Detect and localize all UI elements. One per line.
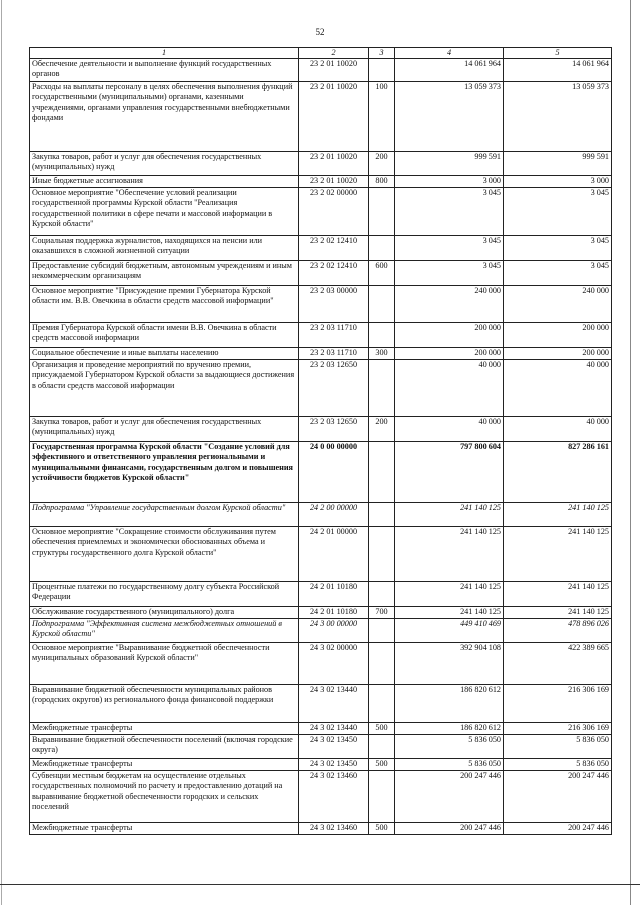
row-value-5: 216 306 169 — [504, 685, 612, 723]
row-type — [369, 735, 395, 759]
row-value-5: 40 000 — [504, 417, 612, 442]
row-code: 24 3 02 13440 — [299, 723, 369, 735]
row-type — [369, 643, 395, 685]
row-value-5: 200 000 — [504, 348, 612, 360]
row-code: 23 2 01 10020 — [299, 59, 369, 82]
row-name: Иные бюджетные ассигнования — [30, 176, 299, 188]
row-value-4: 5 836 050 — [395, 759, 504, 771]
row-value-5: 216 306 169 — [504, 723, 612, 735]
table-row — [30, 360, 612, 417]
row-value-5: 40 000 — [504, 360, 612, 417]
row-code: 24 3 00 00000 — [299, 619, 369, 643]
table-row — [30, 152, 612, 176]
row-code: 23 2 03 11710 — [299, 323, 369, 348]
row-name: Обеспечение деятельности и выполнение функций государственных органов — [30, 59, 299, 82]
table-header-row — [30, 48, 612, 59]
table-row — [30, 82, 612, 152]
row-value-5: 241 140 125 — [504, 607, 612, 619]
table-row — [30, 59, 612, 82]
row-code: 24 2 01 10180 — [299, 607, 369, 619]
row-value-5: 827 286 161 — [504, 442, 612, 503]
scan-left-edge — [1, 0, 2, 905]
row-type: 300 — [369, 348, 395, 360]
row-type: 600 — [369, 261, 395, 286]
row-type — [369, 323, 395, 348]
row-name: Межбюджетные трансферты — [30, 823, 299, 835]
row-name: Государственная программа Курской области "Создание условий для эффективного и ответственного управления региональными и муниципальными финансами, государственным долгом и повышения устойчивости бюджетов Курской области" — [30, 442, 299, 503]
row-value-4: 200 000 — [395, 323, 504, 348]
column-header-1: 1 — [30, 48, 299, 59]
row-value-5: 999 591 — [504, 152, 612, 176]
row-type — [369, 59, 395, 82]
scan-bottom-edge — [0, 884, 640, 885]
row-code: 23 2 01 10020 — [299, 152, 369, 176]
row-type: 500 — [369, 723, 395, 735]
table-row — [30, 261, 612, 286]
row-code: 24 3 02 13460 — [299, 823, 369, 835]
row-type: 500 — [369, 823, 395, 835]
row-code: 23 2 02 12410 — [299, 236, 369, 261]
row-value-5: 3 045 — [504, 188, 612, 236]
row-name: Основное мероприятие "Обеспечение условий реализации государственной программы Курской области "Реализация государственной политики в сфере печати и массовой информации в Курской области" — [30, 188, 299, 236]
row-type: 800 — [369, 176, 395, 188]
table-row — [30, 188, 612, 236]
table-row-program — [30, 442, 612, 503]
row-name: Межбюджетные трансферты — [30, 723, 299, 735]
row-value-4: 14 061 964 — [395, 59, 504, 82]
row-code: 24 2 01 10180 — [299, 582, 369, 607]
row-value-5: 200 247 446 — [504, 823, 612, 835]
row-value-4: 3 000 — [395, 176, 504, 188]
row-value-5: 3 045 — [504, 261, 612, 286]
row-type — [369, 286, 395, 323]
row-value-4: 241 140 125 — [395, 527, 504, 582]
row-value-5: 478 896 026 — [504, 619, 612, 643]
row-value-4: 200 247 446 — [395, 771, 504, 823]
row-name: Субвенции местным бюджетам на осуществление отдельных государственных полномочий по расчету и предоставлению дотаций на выравнивание бюджетной обеспеченности городских и сельских поселений — [30, 771, 299, 823]
row-type — [369, 360, 395, 417]
row-value-4: 3 045 — [395, 188, 504, 236]
row-name: Подпрограмма "Управление государственным долгом Курской области" — [30, 503, 299, 527]
row-value-4: 999 591 — [395, 152, 504, 176]
row-value-5: 3 000 — [504, 176, 612, 188]
table-row — [30, 348, 612, 360]
table-row — [30, 176, 612, 188]
row-type: 100 — [369, 82, 395, 152]
row-value-4: 200 247 446 — [395, 823, 504, 835]
row-code: 23 2 03 12650 — [299, 360, 369, 417]
row-name: Закупка товаров, работ и услуг для обеспечения государственных (муниципальных) нужд — [30, 417, 299, 442]
table-row — [30, 323, 612, 348]
row-value-4: 200 000 — [395, 348, 504, 360]
row-value-5: 3 045 — [504, 236, 612, 261]
scan-right-edge — [630, 0, 631, 905]
table-row — [30, 527, 612, 582]
row-code: 23 2 02 12410 — [299, 261, 369, 286]
row-value-4: 5 836 050 — [395, 735, 504, 759]
row-value-5: 14 061 964 — [504, 59, 612, 82]
row-value-4: 3 045 — [395, 261, 504, 286]
row-value-5: 422 389 665 — [504, 643, 612, 685]
row-type — [369, 619, 395, 643]
row-name: Выравнивание бюджетной обеспеченности муниципальных районов (городских округов) из регионального фонда финансовой поддержки — [30, 685, 299, 723]
row-code: 24 3 02 13450 — [299, 759, 369, 771]
table-row — [30, 607, 612, 619]
row-name: Подпрограмма "Эффективная система межбюджетных отношений в Курской области" — [30, 619, 299, 643]
row-name: Социальное обеспечение и иные выплаты населению — [30, 348, 299, 360]
table-row — [30, 643, 612, 685]
row-name: Основное мероприятие "Присуждение премии Губернатора Курской области им. В.В. Овечкина в области средств массовой информации" — [30, 286, 299, 323]
row-name: Выравнивание бюджетной обеспеченности поселений (включая городские округа) — [30, 735, 299, 759]
row-name: Закупка товаров, работ и услуг для обеспечения государственных (муниципальных) нужд — [30, 152, 299, 176]
row-value-4: 3 045 — [395, 236, 504, 261]
row-code: 23 2 01 10020 — [299, 82, 369, 152]
row-code: 24 3 02 00000 — [299, 643, 369, 685]
row-value-5: 200 000 — [504, 323, 612, 348]
row-value-5: 200 247 446 — [504, 771, 612, 823]
table-row — [30, 735, 612, 759]
row-value-5: 241 140 125 — [504, 582, 612, 607]
row-code: 23 2 03 11710 — [299, 348, 369, 360]
table-row-subprogram — [30, 619, 612, 643]
row-code: 23 2 03 00000 — [299, 286, 369, 323]
row-type — [369, 188, 395, 236]
budget-table — [29, 47, 612, 835]
row-name: Премия Губернатора Курской области имени В.В. Овечкина в области средств массовой информации — [30, 323, 299, 348]
row-value-4: 186 820 612 — [395, 723, 504, 735]
row-code: 24 3 02 13440 — [299, 685, 369, 723]
row-name: Предоставление субсидий бюджетным, автономным учреждениям и иным некоммерческим организациям — [30, 261, 299, 286]
table-row — [30, 759, 612, 771]
table-row — [30, 417, 612, 442]
row-name: Основное мероприятие "Выравнивание бюджетной обеспеченности муниципальных образований Курской области" — [30, 643, 299, 685]
table-row-subprogram — [30, 503, 612, 527]
column-header-2: 2 — [299, 48, 369, 59]
row-type — [369, 503, 395, 527]
table-row — [30, 685, 612, 723]
row-code: 24 3 02 13460 — [299, 771, 369, 823]
row-value-4: 240 000 — [395, 286, 504, 323]
row-name: Межбюджетные трансферты — [30, 759, 299, 771]
table-row — [30, 286, 612, 323]
row-value-4: 186 820 612 — [395, 685, 504, 723]
row-code: 23 2 02 00000 — [299, 188, 369, 236]
table-row — [30, 823, 612, 835]
row-value-5: 241 140 125 — [504, 527, 612, 582]
row-name: Обслуживание государственного (муниципального) долга — [30, 607, 299, 619]
table-row — [30, 582, 612, 607]
row-code: 24 3 02 13450 — [299, 735, 369, 759]
row-type — [369, 771, 395, 823]
row-type: 700 — [369, 607, 395, 619]
row-value-5: 5 836 050 — [504, 735, 612, 759]
row-type — [369, 582, 395, 607]
row-code: 23 2 01 10020 — [299, 176, 369, 188]
row-code: 23 2 03 12650 — [299, 417, 369, 442]
row-type: 500 — [369, 759, 395, 771]
row-value-4: 241 140 125 — [395, 607, 504, 619]
row-name: Организация и проведение мероприятий по вручению премии, присуждаемой Губернатором Курской области за выдающиеся достижения в области средств массовой информации — [30, 360, 299, 417]
table-row — [30, 236, 612, 261]
row-value-4: 241 140 125 — [395, 503, 504, 527]
row-code: 24 0 00 00000 — [299, 442, 369, 503]
row-value-5: 240 000 — [504, 286, 612, 323]
page-number: 52 — [315, 27, 325, 37]
row-value-4: 392 904 108 — [395, 643, 504, 685]
row-value-4: 449 410 469 — [395, 619, 504, 643]
row-name: Расходы на выплаты персоналу в целях обеспечения выполнения функций государственными (муниципальными) органами, казенными учреждениями, органами управления государственными внебюджетными фондами — [30, 82, 299, 152]
row-name: Основное мероприятие "Сокращение стоимости обслуживания путем обеспечения приемлемых и экономически обоснованных объема и структуры государственного долга Курской области" — [30, 527, 299, 582]
row-code: 24 2 01 00000 — [299, 527, 369, 582]
row-type: 200 — [369, 152, 395, 176]
row-value-4: 797 800 604 — [395, 442, 504, 503]
row-name: Процентные платежи по государственному долгу субъекта Российской Федерации — [30, 582, 299, 607]
row-type: 200 — [369, 417, 395, 442]
row-type — [369, 685, 395, 723]
column-header-3: 3 — [369, 48, 395, 59]
row-value-5: 241 140 125 — [504, 503, 612, 527]
row-type — [369, 236, 395, 261]
row-value-4: 40 000 — [395, 360, 504, 417]
table-row — [30, 771, 612, 823]
row-value-5: 13 059 373 — [504, 82, 612, 152]
row-type — [369, 442, 395, 503]
table-row — [30, 723, 612, 735]
column-header-5: 5 — [504, 48, 612, 59]
row-code: 24 2 00 00000 — [299, 503, 369, 527]
row-value-5: 5 836 050 — [504, 759, 612, 771]
row-name: Социальная поддержка журналистов, находящихся на пенсии или оказавшихся в сложной жизненной ситуации — [30, 236, 299, 261]
column-header-4: 4 — [395, 48, 504, 59]
row-value-4: 13 059 373 — [395, 82, 504, 152]
row-value-4: 241 140 125 — [395, 582, 504, 607]
row-type — [369, 527, 395, 582]
row-value-4: 40 000 — [395, 417, 504, 442]
